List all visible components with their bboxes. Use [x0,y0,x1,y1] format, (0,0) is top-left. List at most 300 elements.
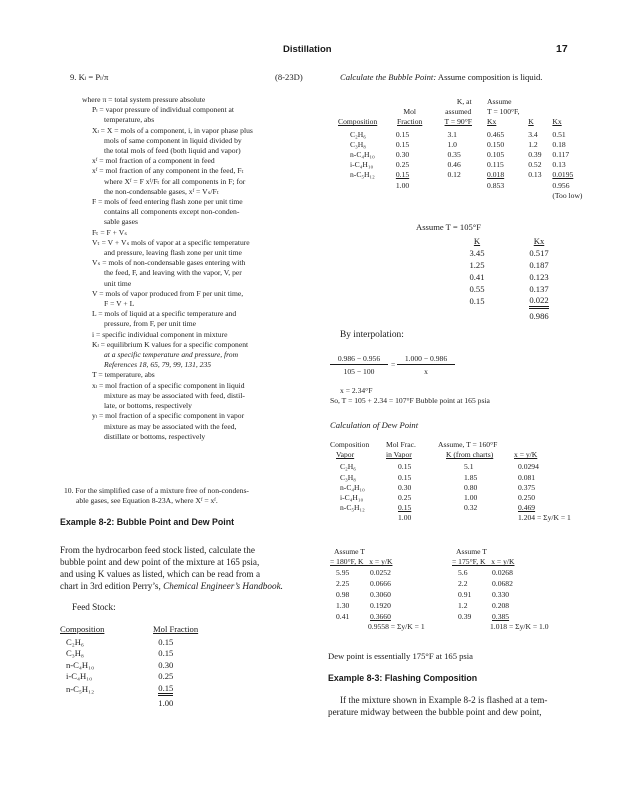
bubble-header-cell [338,97,390,107]
t105-cell [509,247,569,259]
dew-cell [386,493,438,503]
feed-header-mol-fraction: Mol Fraction [153,624,199,634]
table-row [445,259,569,271]
bubble-value: 0.35 [447,150,461,160]
definition-line: T = temperature, abs [92,370,155,380]
bubble-cell [487,170,528,180]
definitions-list [82,95,322,442]
dew-header: Composition [330,440,370,449]
dew-180-cell [330,567,370,578]
bubble-value: 1.2 [528,139,538,149]
bubble-heading-italic: Calculate the Bubble Point: [340,72,437,82]
feed-fraction-value: 0.15 [158,684,173,696]
t105-cell [445,271,509,283]
bubble-value: 0.0195 [552,170,574,180]
header-row [330,440,584,450]
dew-cell [438,483,514,493]
definition-line: and pressure, leaving flash zone per unit time [104,248,242,258]
dew-cell [514,462,584,472]
dew-value: 0.30 [398,482,412,492]
definition-line: sable gases [104,217,138,227]
item-10-line-1: 10. For the simplified case of a mixture free of non-condens- [64,486,249,495]
t105-cell [445,295,509,308]
table-row [60,648,210,659]
dew-cell [438,493,514,503]
bubble-empty [338,191,390,201]
dew-175-cell [452,611,492,622]
t105-cell [509,283,569,295]
bubble-total [528,181,552,191]
equation-9: 9. Kₗ = Pₗ/π [70,72,109,82]
feed-component: i-C₄H₁₀ [66,671,93,682]
dew-180-total: 0.9558 = Σy/K = 1 [368,622,425,632]
dew-175-value: 0.208 [492,600,510,610]
dew-point-conclusion: Dew point is essentially 175°F at 165 psia [328,651,473,661]
table-row [330,578,430,589]
bubble-cell [429,150,487,160]
feed-total: 1.00 [158,698,174,709]
dew-180-value: 0.98 [336,589,350,599]
dew-175-grid [452,567,552,622]
dew-180-title: Assume T [334,547,365,556]
bubble-header-cell: Assume [487,97,512,106]
bubble-header-cell [528,97,552,107]
dew-value: 0.15 [398,472,412,482]
dew-grid [330,440,584,524]
dew-value: 5.1 [464,462,474,472]
dew-cell [438,462,514,472]
dew-175-cell [452,578,492,589]
bubble-header-cell: assumed [445,107,472,117]
running-header-title: Distillation [283,44,332,55]
example-8-2-body-4 [60,581,283,592]
dew-175-value: 5.6 [458,567,468,577]
bubble-value: 0.15 [395,170,410,180]
bubble-cell [552,130,588,140]
definition-line: distillate or bottoms, respectively [104,431,206,441]
definition-line: yₗ = mol fraction of a specific component in vapor [92,411,245,421]
dew-180-value: 0.0252 [370,567,391,577]
bubble-value: 0.18 [552,139,566,149]
bubble-value: 0.105 [487,150,505,160]
bubble-header-cell [528,107,552,117]
table-row [445,283,569,295]
dew-180-value: 0.0666 [370,578,391,588]
dew-175-cell [492,611,552,622]
t105-value: 0.15 [469,296,485,307]
definition-line: i = specific individual component in mixture [92,329,228,339]
bubble-cell [338,160,390,170]
dew-180-value: 1.30 [336,600,350,610]
dew-cell [330,503,386,513]
t105-cell [445,259,509,271]
dew-header: Assume, T = 160°F [438,440,498,449]
bubble-header-cell [390,97,430,107]
dew-175-value: 0.39 [458,611,472,621]
bubble-table-grid [338,97,588,201]
t105-total: 0.986 [529,310,549,321]
bubble-header-cell [338,107,390,117]
dew-value: 1.85 [464,472,478,482]
table-row [452,567,552,578]
feed-component: C₂H₆ [66,637,84,647]
t105-value: 1.25 [469,259,485,270]
example-8-2-heading: Example 8-2: Bubble Point and Dew Point [60,517,235,527]
bubble-header-cell [390,117,430,129]
interpolation-label: By interpolation: [340,330,404,340]
definition-line: References 18, 65, 79, 99, 131, 235 [104,360,212,370]
bubble-total: 1.00 [395,180,410,190]
definition-line: mixture as may be associated with feed, distil- [104,390,245,400]
dew-header: Mol Frac. [386,440,416,449]
table-row [60,696,210,709]
definition-line: at a specific temperature and pressure, from [104,350,239,360]
bubble-header-text: T = 90°F [444,117,472,127]
bubble-cell [528,150,552,160]
bubble-value: 0.25 [395,160,410,170]
definition-line: late, or bottoms, respectively [104,401,192,411]
dew-180-cell [330,611,370,622]
example-8-2-body-2: bubble point and dew point of the mixture at 165 psia, [60,557,260,567]
bubble-value: 0.13 [528,170,542,180]
header-row [338,107,588,117]
definition-line: Xₗ = X = mols of a component, i, in vapor phase plus [92,125,253,135]
dew-header [514,440,584,450]
table-row [60,671,210,682]
t105-value: 3.45 [469,247,485,258]
definition-line: mixture as may be associated with the feed, [104,421,237,431]
feed-table-grid [60,637,210,709]
bubble-cell [552,140,588,150]
dew-180-grid [330,567,430,622]
bubble-cell [528,130,552,140]
bubble-value: 3.4 [528,129,538,139]
dew-180-value: 0.3660 [370,611,391,621]
table-row [330,483,584,493]
dew-180-cell [370,567,430,578]
table-row [338,160,588,170]
bubble-header-cell: Mol [403,107,416,117]
definition-line: pressure, from F, per unit time [104,319,196,329]
example-8-2-body-1: From the hydrocarbon feed stock listed, calculate the [60,545,255,555]
example-8-2-body-3: and using K values as listed, which can be read from a [60,569,261,579]
dew-header-text: in Vapor [386,450,412,460]
note-row [338,191,588,201]
dew-value: n-C₅H₁₂ [340,503,365,513]
t105-value: 0.55 [469,283,485,294]
handbook-title: Chemical Engineer’s Handbook. [163,581,283,591]
dew-180-head: = 180°F, K x = y/K [330,557,393,567]
feed-total-label [60,696,143,709]
dew-cell [438,503,514,513]
interp-num-right: 1.000 − 0.986 [397,354,455,365]
feed-fraction [143,683,210,696]
bubble-header-cell [528,117,552,129]
dew-cell [438,473,514,483]
bubble-cell [429,140,487,150]
dew-180-cell [330,589,370,600]
t105-header [509,236,569,247]
bubble-value: 0.465 [487,129,505,139]
definition-line: the total mols of feed (both liquid and vapor) [104,146,241,156]
bubble-cell [338,170,390,180]
feed-fraction [143,648,210,659]
feed-fraction-value: 0.30 [158,659,174,670]
bubble-header-cell: K, at [456,97,472,106]
bubble-header-text: Kx [552,117,562,127]
table-row [445,247,569,259]
table-row [445,271,569,283]
dew-180-value: 0.3060 [370,589,391,599]
dew-cell [330,473,386,483]
definition-line: Vₛ = mols of non-condensable gases entering with [92,258,246,268]
bubble-cell [552,160,588,170]
bubble-total: 0.853 [487,180,505,190]
definition-line: L = mols of liquid at a specific temperature and [92,309,237,319]
table-row [330,462,584,472]
bubble-cell [390,130,430,140]
dew-175-value: 0.0682 [492,578,513,588]
dew-180-cell [370,589,430,600]
bubble-total [429,181,487,191]
definition-line: xₗ = mol fraction of a specific component in liquid [92,380,245,390]
feed-component: C₃H₈ [66,648,84,659]
table-row [330,600,430,611]
bubble-value: 0.52 [528,160,542,170]
header-row [445,236,569,247]
feed-fraction-value: 0.15 [158,637,174,647]
bubble-value: n-C₄H₁₀ [350,150,375,160]
dew-cell [386,473,438,483]
dew-header-text: x = y/K [514,450,538,460]
dew-value: C₂H₆ [340,462,356,472]
definition-line: temperature, abs [104,115,155,125]
bubble-cell [429,170,487,180]
interp-num-left: 0.986 − 0.956 [330,354,388,365]
feed-fraction [143,637,210,648]
bubble-header-cell [487,117,528,129]
totals-row [445,309,569,322]
dew-total [438,513,514,523]
dew-cell [386,503,438,513]
dew-table [330,440,590,524]
dew-175-value: 0.91 [458,589,472,599]
bubble-empty [528,191,552,201]
bubble-cell [338,140,390,150]
bubble-cell [552,170,588,180]
interp-den-left: 105 − 100 [343,367,375,376]
bubble-header-cell [338,117,390,129]
dew-cell [386,483,438,493]
feed-fraction [143,660,210,671]
table-row [60,683,210,696]
definition-line: Vₜ = V + Vₛ mols of vapor at a specific temperature [92,237,250,247]
bubble-value: 0.117 [552,150,570,160]
dew-180-cell [330,600,370,611]
dew-180-value: 2.25 [336,578,350,588]
t105-title: Assume T = 105°F [416,222,482,232]
table-row [330,589,430,600]
dew-cell [514,483,584,493]
dew-cell [386,462,438,472]
bubble-empty [429,191,487,201]
feed-component: n-C₄H₁₀ [66,659,95,670]
bubble-header-cell [552,117,588,129]
dew-value: 0.15 [398,462,412,472]
bubble-header-text: K [528,117,534,127]
dew-175-value: 2.2 [458,578,468,588]
bubble-cell [338,150,390,160]
bubble-value: 3.1 [447,129,457,139]
dew-175-cell [492,567,552,578]
definition-line: F = V + L [104,299,135,309]
definition-line: F = mols of feed entering flash zone per unit time [92,197,243,207]
feed-fraction [143,671,210,682]
bubble-empty [390,191,430,201]
dew-value: 0.32 [464,503,478,513]
dew-value: n-C₄H₁₀ [340,482,365,492]
table-row [452,611,552,622]
too-low-note: (Too low) [552,190,583,200]
bubble-cell [338,130,390,140]
dew-header-text: K (from charts) [446,450,494,460]
bubble-value: 0.13 [552,160,566,170]
dew-left-table [330,547,450,633]
bubble-cell [487,150,528,160]
bubble-header-cell: T = 100°F, [487,107,520,117]
bubble-header-cell [552,97,588,107]
dew-value: 0.0294 [518,462,539,472]
dew-180-value: 0.41 [336,611,350,621]
dew-value: i-C₄H₁₀ [340,493,364,503]
dew-value: 0.469 [518,503,536,513]
dew-cell [514,473,584,483]
feed-stock-label: Feed Stock: [72,602,116,612]
bubble-heading-rest: Assume composition is liquid. [436,72,543,82]
bubble-value: C₃H₈ [350,139,366,149]
bubble-cell [528,170,552,180]
bubble-point-heading [340,72,542,83]
t105-header-text: K [473,236,481,246]
bubble-value: 0.30 [395,150,410,160]
t105-header-text: Kx [533,236,545,246]
t105-value: 0.41 [469,271,485,282]
example-8-3-heading: Example 8-3: Flashing Composition [328,673,478,683]
bubble-value: i-C₄H₁₀ [350,160,374,170]
t105-table [445,236,575,322]
feed-component: n-C₅H₁₂ [66,683,95,694]
example-8-3-body-2: perature midway between the bubble point and dew point, [328,707,542,717]
example-8-2-body-4-text: chart in 3rd edition Perry’s, Chemical Engineer’s Handbook. [60,581,283,591]
dew-total: 1.00 [398,513,412,523]
bubble-cell [429,130,487,140]
table-row [330,493,584,503]
dew-175-cell [452,589,492,600]
interp-eq: = [391,360,396,369]
dew-value: 0.25 [398,493,412,503]
t105-cell [445,283,509,295]
dew-header [330,450,386,462]
dew-cell [514,493,584,503]
dew-175-value: 0.385 [492,611,510,621]
bubble-cell [390,160,430,170]
dew-175-cell [492,589,552,600]
bubble-empty [487,191,528,201]
dew-175-value: 0.0268 [492,567,513,577]
bubble-cell [390,140,430,150]
bubble-header-cell [552,107,588,117]
dew-cell [330,483,386,493]
t105-value: 0.517 [529,247,549,258]
bubble-value: 0.150 [487,139,505,149]
item-10-line-2: able gases, see Equation 8-23A, where Xᶠ = xᶠ. [76,496,218,505]
bubble-value: 0.018 [487,170,505,180]
dew-180-cell [370,578,430,589]
definition-line: Kₗ = equilibrium K values for a specific component [92,339,249,349]
dew-180-value: 5.95 [336,567,350,577]
bubble-total: 0.956 [552,180,570,190]
definition-line: Pₗ = vapor pressure of individual component at [92,105,234,115]
bubble-table [338,97,588,201]
table-row [445,295,569,308]
bubble-value: 0.15 [395,129,410,139]
dew-180-cell [370,611,430,622]
bubble-value: C₂H₆ [350,129,366,139]
dew-cell [330,462,386,472]
bubble-cell [552,150,588,160]
interp-den-right: x [424,367,428,376]
t105-value: 0.022 [529,296,548,308]
bubble-cell [390,170,430,180]
table-row [452,600,552,611]
table-row [452,589,552,600]
bubble-value: 0.115 [487,160,504,170]
dew-value: 0.375 [518,482,536,492]
table-row [330,473,584,483]
definition-line: the feed, F, and leaving with the vapor, V, per [104,268,242,278]
dew-value: 0.250 [518,493,536,503]
equation-9-ref: (8-23D) [275,72,303,82]
table-row [330,503,584,513]
bubble-value: 0.39 [528,150,542,160]
bubble-cell [487,140,528,150]
dew-180-cell [370,600,430,611]
t105-cell [509,271,569,283]
dew-175-cell [492,578,552,589]
definition-line: V = mols of vapor produced from F per unit time, [92,288,244,298]
bubble-cell [528,140,552,150]
t105-cell [509,295,569,308]
definition-line: unit time [104,278,132,288]
definition-line: contains all components except non-conden- [104,207,240,217]
bubble-cell [487,130,528,140]
bubble-cell [429,160,487,170]
bubble-header-cell [429,117,487,129]
page-number: 17 [556,43,568,55]
definition-line: Fₜ = F + Vₛ [92,227,128,237]
dew-value: 0.081 [518,472,536,482]
dew-value: 0.15 [398,503,412,513]
dew-header [514,450,584,462]
dew-value: C₃H₈ [340,472,356,482]
bubble-cell [487,160,528,170]
dew-175-cell [452,600,492,611]
table-row [338,130,588,140]
dew-175-head: = 175°F, K x = y/K [452,557,515,567]
feed-table [60,637,210,709]
definition-line: where π = total system pressure absolute [82,95,206,104]
definition-line: xᶠ = mol fraction of a component in feed [92,156,215,166]
